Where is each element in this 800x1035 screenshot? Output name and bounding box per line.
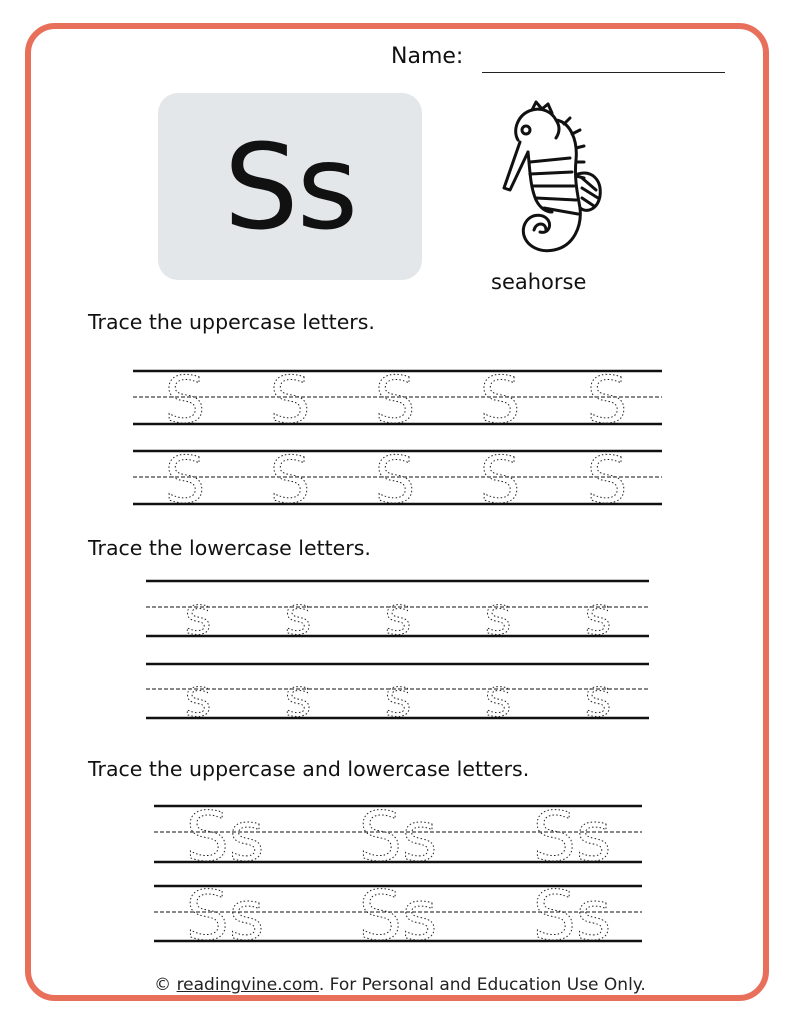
trace-letter: Ss bbox=[532, 798, 612, 877]
trace-letter: Ss bbox=[185, 877, 265, 956]
copyright-symbol: © bbox=[154, 975, 172, 995]
trace-letter: s bbox=[584, 669, 612, 729]
trace-letter: s bbox=[284, 587, 312, 647]
trace-letter: s bbox=[184, 587, 212, 647]
footer-link[interactable]: readingvine.com bbox=[176, 975, 319, 995]
trace-letter: Ss bbox=[358, 798, 438, 877]
trace-letter: s bbox=[384, 669, 412, 729]
trace-letter: S bbox=[269, 444, 311, 518]
instruction-mixed: Trace the uppercase and lowercase letters. bbox=[88, 757, 530, 781]
footer-text: . For Personal and Education Use Only. bbox=[318, 975, 646, 995]
trace-letter: S bbox=[374, 444, 416, 518]
trace-letter: S bbox=[479, 364, 521, 438]
instruction-lowercase: Trace the lowercase letters. bbox=[88, 536, 371, 560]
trace-letter: S bbox=[586, 444, 628, 518]
trace-letter: s bbox=[284, 669, 312, 729]
trace-letter: s bbox=[584, 587, 612, 647]
trace-letter: s bbox=[484, 669, 512, 729]
trace-letter: S bbox=[269, 364, 311, 438]
trace-letter: S bbox=[586, 364, 628, 438]
footer bbox=[0, 975, 800, 995]
instruction-uppercase: Trace the uppercase letters. bbox=[88, 310, 375, 334]
featured-letter: Ss bbox=[223, 117, 357, 256]
trace-letter: S bbox=[479, 444, 521, 518]
trace-letter: S bbox=[374, 364, 416, 438]
name-label: Name: bbox=[391, 44, 464, 69]
trace-letter: S bbox=[164, 444, 206, 518]
trace-letter: Ss bbox=[185, 798, 265, 877]
picture-label: seahorse bbox=[491, 270, 587, 294]
trace-letter: s bbox=[484, 587, 512, 647]
trace-letter: Ss bbox=[358, 877, 438, 956]
trace-letter: s bbox=[184, 669, 212, 729]
trace-letter: S bbox=[164, 364, 206, 438]
trace-letter: Ss bbox=[532, 877, 612, 956]
trace-letter: s bbox=[384, 587, 412, 647]
